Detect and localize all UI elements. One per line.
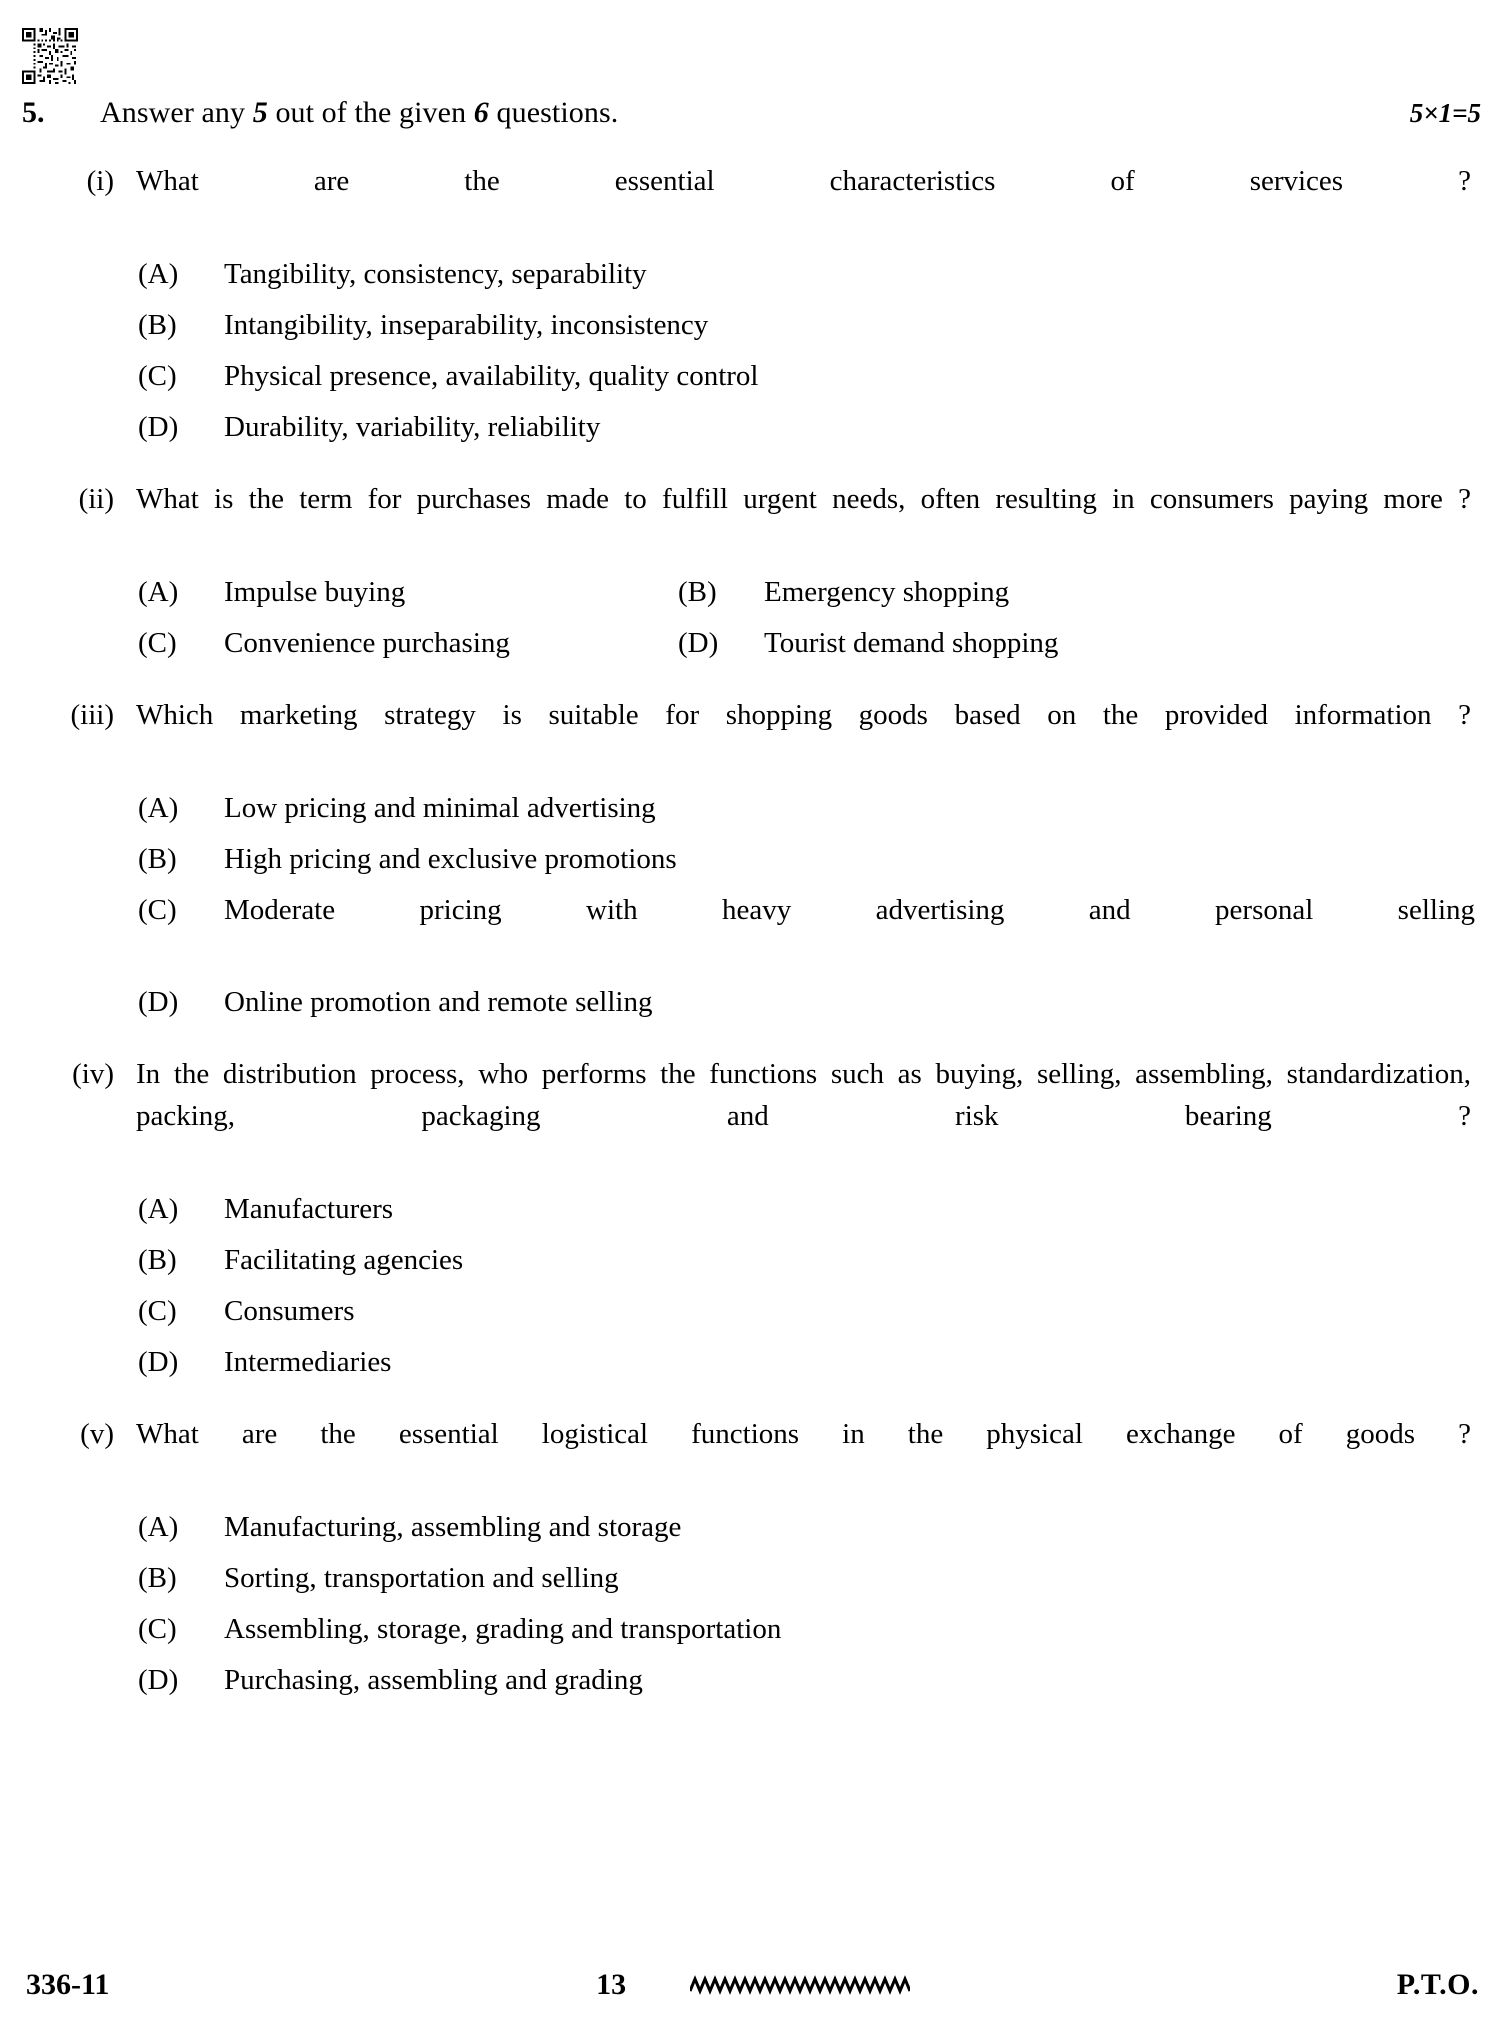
subquestion: [0, 1413, 1505, 1701]
option-row: [136, 1240, 1475, 1281]
option[interactable]: [136, 1189, 1475, 1230]
option[interactable]: [136, 1342, 1475, 1383]
option-row: [136, 572, 1475, 613]
option-letter: (D): [138, 1346, 179, 1378]
subquestion-text: In the distribution process, who performs the functions such as buying, selling, assembling, standardization, packing, packaging and risk bearing ?: [136, 1058, 1471, 1132]
option-text: Purchasing, assembling and grading: [224, 1664, 643, 1696]
option[interactable]: [136, 839, 1475, 880]
option-list: [136, 572, 1475, 664]
option-row: [136, 1342, 1475, 1383]
option-list: [136, 1189, 1475, 1383]
option-text: Physical presence, availability, quality control: [224, 360, 759, 392]
option-row: [136, 1660, 1475, 1701]
instruction-prefix: Answer any: [100, 96, 253, 129]
option-row: [136, 1291, 1475, 1332]
question-instruction: [100, 96, 1410, 130]
option[interactable]: [136, 890, 1475, 972]
option-letter: (D): [138, 1664, 179, 1696]
option-letter: (B): [138, 1244, 177, 1276]
option-row: [136, 1507, 1475, 1548]
option[interactable]: [136, 1558, 1475, 1599]
option-list: [136, 788, 1475, 1023]
subquestion-label: (iii): [70, 699, 114, 731]
option-text: Intangibility, inseparability, inconsistency: [224, 309, 709, 341]
option-letter: (A): [138, 576, 179, 608]
option-letter: (C): [138, 894, 177, 926]
option-text: Durability, variability, reliability: [224, 411, 601, 443]
option[interactable]: [136, 623, 676, 664]
subquestion-label: (v): [80, 1418, 114, 1450]
instruction-total: 6: [473, 96, 489, 129]
subquestion: [0, 1053, 1505, 1383]
subquestion-body: [136, 1413, 1475, 1701]
option-letter: (B): [138, 309, 177, 341]
option-text: Manufacturing, assembling and storage: [224, 1511, 682, 1543]
option[interactable]: [136, 305, 1475, 346]
question-number: 5.: [22, 96, 45, 129]
option-row: [136, 1558, 1475, 1599]
qr-code-icon: [22, 28, 78, 84]
instruction-middle: out of the given: [267, 96, 474, 129]
option-text: Tourist demand shopping: [764, 627, 1059, 659]
subquestion-body: [136, 160, 1475, 448]
option-row: [136, 623, 1475, 664]
option-text: Online promotion and remote selling: [224, 986, 653, 1018]
paper-code: 336-11: [26, 1968, 110, 2001]
option-row: [136, 890, 1475, 972]
option-letter: (A): [138, 1193, 179, 1225]
subquestion-body: [136, 478, 1475, 664]
option-row: [136, 1189, 1475, 1230]
subquestion: [0, 478, 1505, 664]
option-row: [136, 1609, 1475, 1650]
option-letter: (A): [138, 1511, 179, 1543]
question-block-5: [0, 96, 1505, 1701]
option[interactable]: [136, 356, 1475, 397]
footer-center-group: [109, 1968, 1396, 2002]
subquestion-text: What is the term for purchases made to fulfill urgent needs, often resulting in consumers paying more ?: [136, 483, 1471, 515]
option[interactable]: [136, 1507, 1475, 1548]
option-letter: (B): [138, 1562, 177, 1594]
option-text: Intermediaries: [224, 1346, 392, 1378]
subquestion: [0, 160, 1505, 448]
option-list: [136, 254, 1475, 448]
option-text: Impulse buying: [224, 576, 406, 608]
question-header: [0, 96, 1505, 130]
page-number: 13: [596, 1968, 627, 2001]
option-row: [136, 407, 1475, 448]
option-letter: (A): [138, 258, 179, 290]
instruction-suffix: questions.: [488, 96, 619, 129]
option-text: Emergency shopping: [764, 576, 1010, 608]
option[interactable]: [136, 1291, 1475, 1332]
option-letter: (B): [678, 576, 717, 608]
option-letter: (D): [138, 411, 179, 443]
option-text: Tangibility, consistency, separability: [224, 258, 647, 290]
option-text: Assembling, storage, grading and transportation: [224, 1613, 782, 1645]
option[interactable]: [136, 254, 1475, 295]
option-letter: (B): [138, 843, 177, 875]
subquestion: [0, 694, 1505, 1023]
subquestion-label: (ii): [78, 483, 114, 515]
option-letter: (A): [138, 792, 179, 824]
subquestion-body: [136, 1053, 1475, 1383]
option-row: [136, 305, 1475, 346]
option-text: Manufacturers: [224, 1193, 394, 1225]
option[interactable]: [136, 1609, 1475, 1650]
option-row: [136, 982, 1475, 1023]
marks-allocation: 5×1=5: [1409, 98, 1481, 128]
option-letter: (D): [138, 986, 179, 1018]
zigzag-rule-icon: [690, 1973, 910, 1997]
instruction-count: 5: [252, 96, 268, 129]
option[interactable]: [136, 1240, 1475, 1281]
option-letter: (C): [138, 1295, 177, 1327]
turn-over-label: P.T.O.: [1396, 1968, 1479, 2001]
option-row: [136, 839, 1475, 880]
option-row: [136, 356, 1475, 397]
option-text: Convenience purchasing: [224, 627, 510, 659]
option-list: [136, 1507, 1475, 1701]
option[interactable]: [136, 407, 1475, 448]
subquestion-label: (iv): [72, 1058, 114, 1090]
option[interactable]: [136, 1660, 1475, 1701]
subquestion-list: [0, 160, 1505, 1701]
option-letter: (C): [138, 360, 177, 392]
subquestion-label: (i): [86, 165, 114, 197]
option-letter: (C): [138, 1613, 177, 1645]
option-text: Facilitating agencies: [224, 1244, 464, 1276]
option-letter: (D): [678, 627, 719, 659]
option[interactable]: [136, 788, 1475, 829]
page-footer: [0, 1960, 1505, 2010]
option-text: Consumers: [224, 1295, 355, 1327]
subquestion-text: What are the essential logistical functions in the physical exchange of goods ?: [136, 1418, 1471, 1450]
option-row: [136, 254, 1475, 295]
option-text: Sorting, transportation and selling: [224, 1562, 619, 1594]
option[interactable]: [136, 572, 676, 613]
option-letter: (C): [138, 627, 177, 659]
option[interactable]: [136, 982, 1475, 1023]
subquestion-text: What are the essential characteristics of services ?: [136, 165, 1471, 197]
option-text: Moderate pricing with heavy advertising and personal selling: [224, 894, 1475, 926]
subquestion-text: Which marketing strategy is suitable for shopping goods based on the provided information ?: [136, 699, 1471, 731]
option-text: Low pricing and minimal advertising: [224, 792, 656, 824]
option[interactable]: [676, 623, 1475, 664]
option-text: High pricing and exclusive promotions: [224, 843, 677, 875]
option-row: [136, 788, 1475, 829]
option[interactable]: [676, 572, 1475, 613]
subquestion-body: [136, 694, 1475, 1023]
